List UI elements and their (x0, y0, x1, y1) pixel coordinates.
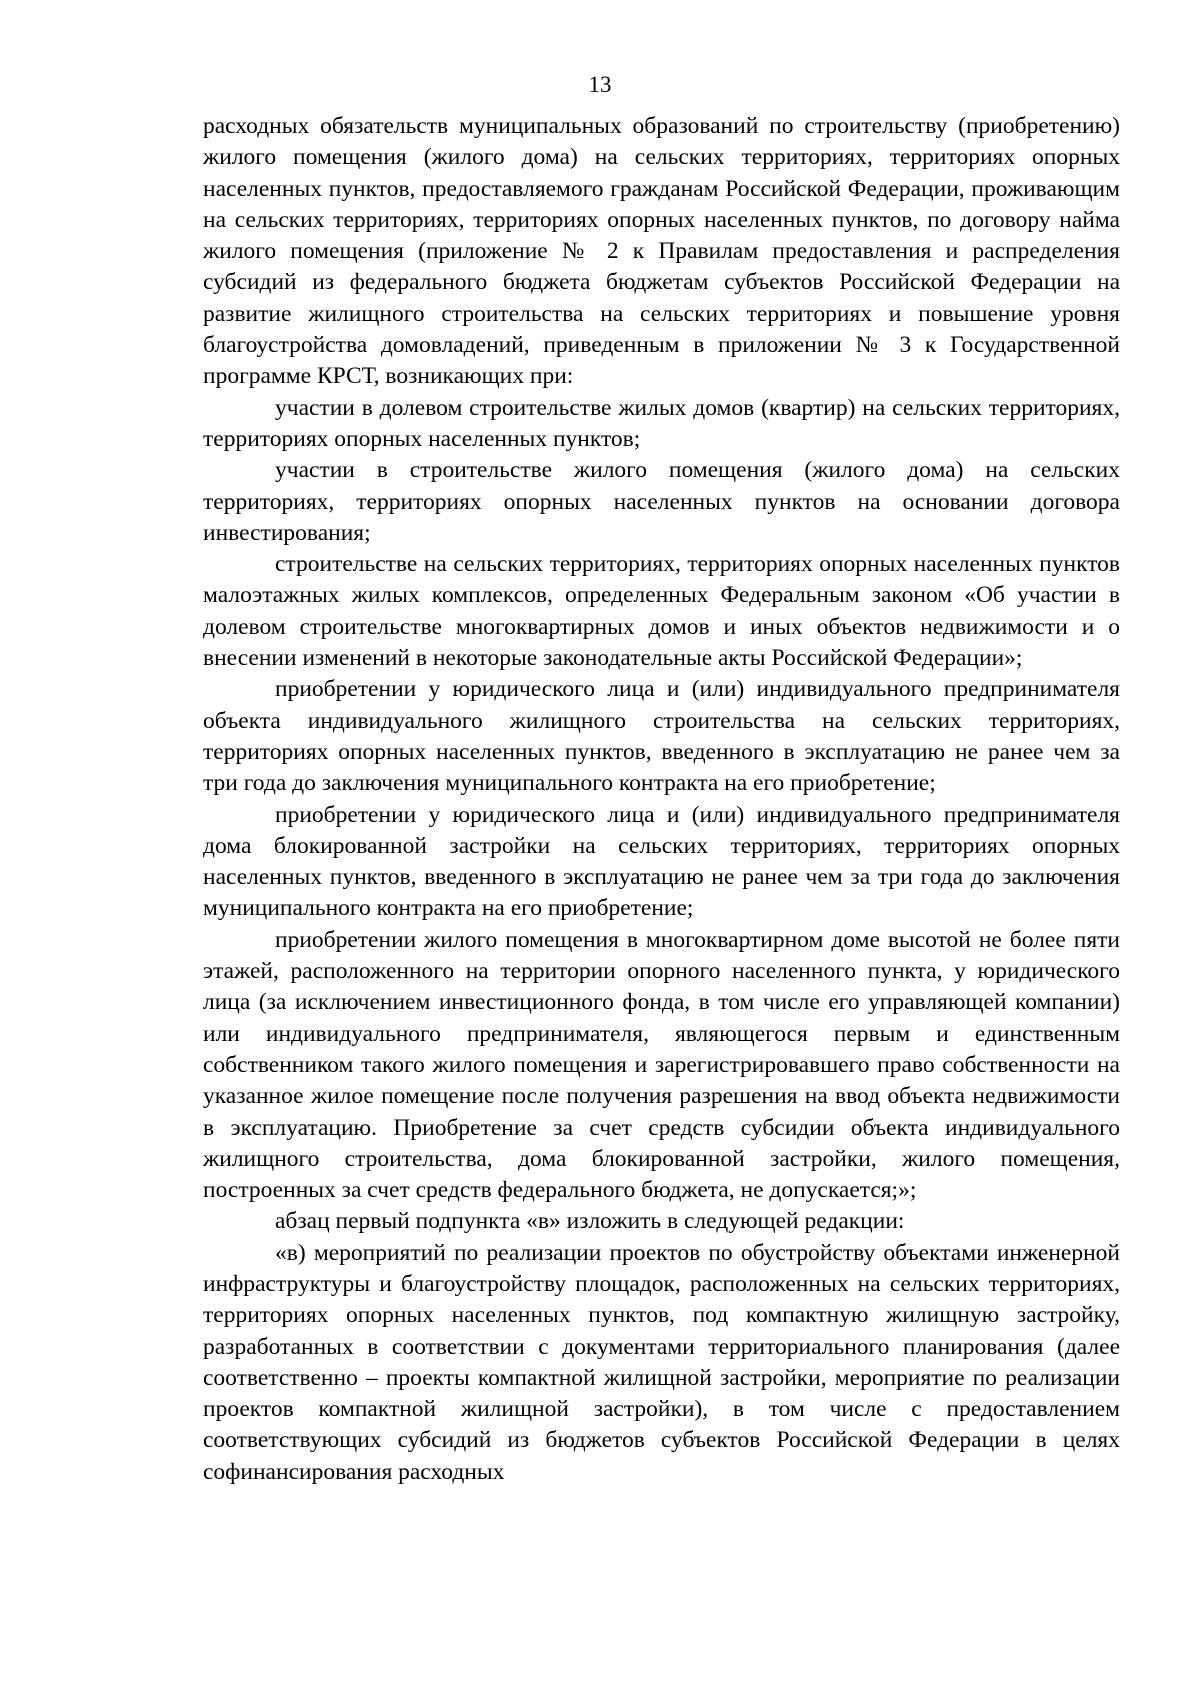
paragraph-amendment-instruction: абзац первый подпункта «в» изложить в следующей редакции: (275, 1208, 905, 1235)
paragraph-shared-construction: участии в долевом строительстве жилых домов (квартир) на сельских территориях, территориях опорных населенных пунктов; (203, 394, 1120, 452)
paragraph-blocked-house-purchase: приобретении у юридического лица и (или) индивидуального предпринимателя дома блокированной застройки на сельских территориях, территориях опорных населенных пунктов, введенного в эксплуатацию не ранее чем за три года до заключения муниципального контракта на его приобретение; (203, 801, 1120, 922)
paragraph-apartment-purchase: приобретении жилого помещения в многоквартирном доме высотой не более пяти этажей, расположенного на территории опорного населенного пункта, у юридического лица (за исключением инвестиционного фонда, в том числе его управляющей компании) или индивидуального предпринимателя, являющегося первым и единственным собственником такого жилого помещения и зарегистрировавшего право собственности на указанное жилое помещение после получения разрешения на ввод объекта недвижимости в эксплуатацию. Приобретение за счет средств субсидии объекта индивидуального жилищного строительства, дома блокированной застройки, жилого помещения, построенных за счет средств федерального бюджета, не допускается;»; (203, 926, 1120, 1204)
paragraph-continuation: расходных обязательств муниципальных образований по строительству (приобретению) жилого помещения (жилого дома) на сельских территориях, территориях опорных населенных пунктов, предоставляемого гражданам Российской Федерации, проживающим на сельских территориях, территориях опорных населенных пунктов, по договору найма жилого помещения (приложение № 2 к Правилам предоставления и распределения субсидий из федерального бюджета бюджетам субъектов Российской Федерации на развитие жилищного строительства на сельских территориях и повышение уровня благоустройства домовладений, приведенным в приложении № 3 к Государственной программе КРСТ, возникающих при: (203, 113, 1120, 390)
document-body (203, 111, 1120, 1488)
paragraph-low-rise-complexes: строительстве на сельских территориях, территориях опорных населенных пунктов малоэтажных жилых комплексов, определенных Федеральным законом «Об участии в долевом строительстве многоквартирных домов и иных объектов недвижимости и о внесении изменений в некоторые законодательные акты Российской Федерации»; (203, 551, 1120, 672)
paragraph-investment-construction: участии в строительстве жилого помещения (жилого дома) на сельских территориях, территориях опорных населенных пунктов на основании договора инвестирования; (203, 457, 1120, 546)
page-number: 13 (588, 72, 612, 97)
paragraph-individual-housing-purchase: приобретении у юридического лица и (или) индивидуального предпринимателя объекта индивидуального жилищного строительства на сельских территориях, территориях опорных населенных пунктов, введенного в эксплуатацию не ранее чем за три года до заключения муниципального контракта на его приобретение; (203, 676, 1120, 797)
paragraph-subpoint-v: «в) мероприятий по реализации проектов по обустройству объектами инженерной инфраструктуры и благоустройству площадок, расположенных на сельских территориях, территориях опорных населенных пунктов, под компактную жилищную застройку, разработанных в соответствии с документами территориального планирования (далее соответственно – проекты компактной жилищной застройки, мероприятие по реализации проектов компактной жилищной застройки), в том числе с предоставлением соответствующих субсидий из бюджетов субъектов Российской Федерации в целях софинансирования расходных (203, 1239, 1120, 1485)
